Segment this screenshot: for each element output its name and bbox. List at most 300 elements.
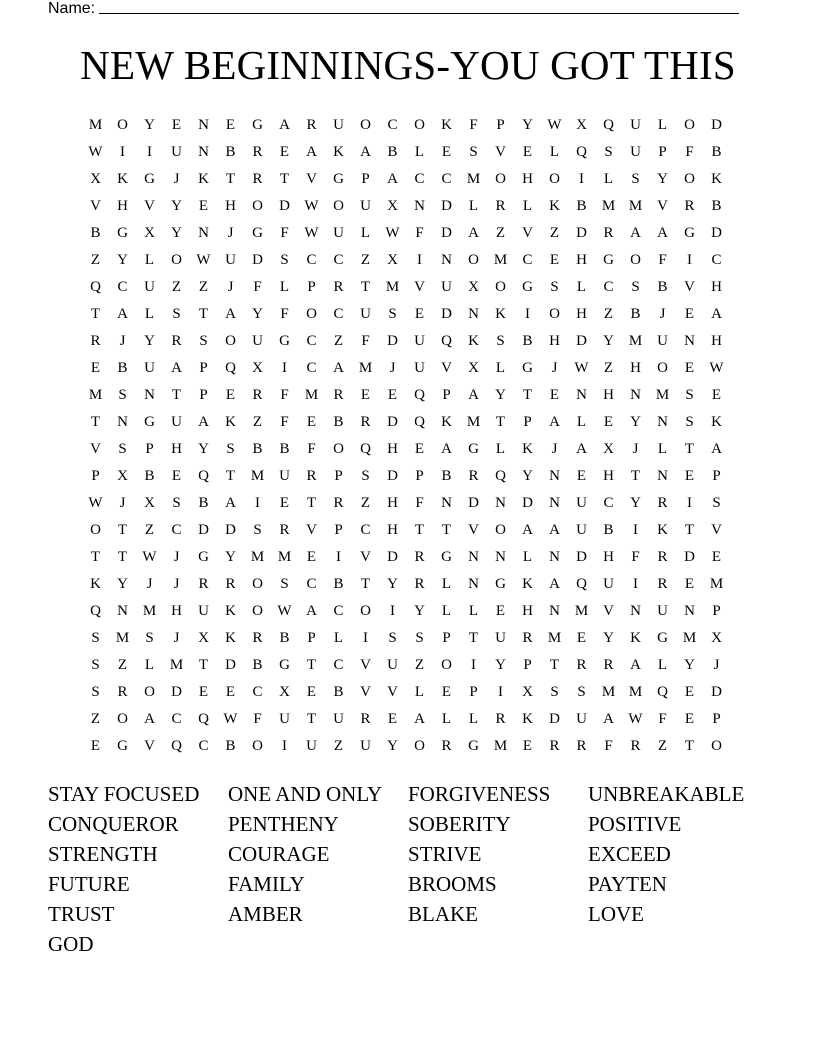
grid-letter: O xyxy=(468,252,479,268)
grid-letter: D xyxy=(387,549,398,565)
word-list-item: FUTURE xyxy=(48,872,130,896)
grid-letter: N xyxy=(198,225,209,241)
grid-letter: D xyxy=(468,495,479,511)
grid-letter: Y xyxy=(144,117,155,133)
grid-letter: S xyxy=(388,630,397,646)
grid-letter: S xyxy=(712,495,721,511)
grid-letter: B xyxy=(90,225,101,241)
grid-letter: U xyxy=(360,738,371,754)
grid-letter: E xyxy=(306,414,317,430)
grid-letter: G xyxy=(117,738,128,754)
grid-letter: O xyxy=(306,306,317,322)
grid-letter: E xyxy=(495,603,506,619)
grid-letter: K xyxy=(90,576,101,592)
grid-letter: W xyxy=(709,360,724,376)
grid-letter: R xyxy=(333,495,344,511)
grid-letter: R xyxy=(495,198,506,214)
grid-letter: X xyxy=(279,684,290,700)
grid-letter: R xyxy=(333,387,344,403)
grid-letter: O xyxy=(360,603,371,619)
grid-letter: A xyxy=(144,711,155,727)
grid-letter: L xyxy=(495,360,506,376)
grid-letter: U xyxy=(630,144,641,160)
word-list-item: EXCEED xyxy=(588,842,671,866)
grid-letter: A xyxy=(549,522,560,538)
grid-letter: R xyxy=(630,738,641,754)
grid-letter: M xyxy=(709,576,724,592)
grid-letter: R xyxy=(279,522,290,538)
grid-letter: A xyxy=(306,144,317,160)
grid-letter: U xyxy=(603,576,614,592)
grid-letter: O xyxy=(252,738,263,754)
grid-letter: J xyxy=(551,360,558,376)
grid-letter: S xyxy=(172,306,181,322)
grid-letter: H xyxy=(171,603,182,619)
grid-letter: D xyxy=(576,225,587,241)
grid-letter: D xyxy=(279,198,290,214)
grid-letter: R xyxy=(549,738,560,754)
grid-letter: S xyxy=(388,306,397,322)
grid-letter: D xyxy=(441,225,452,241)
grid-letter: Y xyxy=(198,441,209,457)
grid-letter: N xyxy=(684,603,695,619)
grid-letter: C xyxy=(252,684,263,700)
grid-letter: O xyxy=(252,576,263,592)
grid-letter: M xyxy=(628,198,643,214)
grid-letter: S xyxy=(226,441,235,457)
grid-letter: U xyxy=(171,144,182,160)
grid-letter: F xyxy=(658,711,667,727)
grid-letter: I xyxy=(498,684,503,700)
grid-letter: A xyxy=(225,495,236,511)
grid-letter: J xyxy=(389,360,396,376)
grid-letter: D xyxy=(441,198,452,214)
grid-row xyxy=(82,519,730,546)
grid-letter: A xyxy=(603,711,614,727)
grid-letter: R xyxy=(576,657,587,673)
grid-row xyxy=(82,330,730,357)
grid-letter: A xyxy=(468,225,479,241)
grid-letter: U xyxy=(144,360,155,376)
grid-letter: J xyxy=(173,549,180,565)
grid-letter: Z xyxy=(360,252,371,268)
grid-letter: M xyxy=(142,603,157,619)
grid-row xyxy=(82,600,730,627)
grid-letter: Y xyxy=(144,333,155,349)
grid-letter: T xyxy=(522,387,533,403)
grid-letter: E xyxy=(306,684,317,700)
grid-letter: G xyxy=(495,576,506,592)
grid-letter: G xyxy=(603,252,614,268)
grid-letter: F xyxy=(469,117,478,133)
grid-letter: K xyxy=(630,630,641,646)
grid-letter: V xyxy=(90,441,101,457)
grid-letter: M xyxy=(250,468,265,484)
word-list-item: COURAGE xyxy=(228,842,330,866)
word-list-item: STRENGTH xyxy=(48,842,158,866)
grid-letter: H xyxy=(522,171,533,187)
grid-letter: N xyxy=(198,144,209,160)
grid-letter: H xyxy=(576,306,587,322)
grid-letter: T xyxy=(171,387,182,403)
grid-letter: U xyxy=(387,657,398,673)
grid-letter: O xyxy=(549,171,560,187)
grid-letter: P xyxy=(442,630,451,646)
grid-letter: M xyxy=(682,630,697,646)
grid-row xyxy=(82,114,730,141)
grid-letter: A xyxy=(576,441,587,457)
grid-letter: C xyxy=(360,522,371,538)
grid-letter: A xyxy=(360,144,371,160)
grid-letter: M xyxy=(250,549,265,565)
grid-letter: N xyxy=(684,333,695,349)
grid-letter: U xyxy=(495,630,506,646)
grid-letter: N xyxy=(441,495,452,511)
grid-letter: W xyxy=(277,603,292,619)
grid-letter: L xyxy=(549,144,560,160)
grid-letter: E xyxy=(711,549,722,565)
grid-letter: A xyxy=(711,306,722,322)
grid-letter: T xyxy=(90,306,101,322)
grid-letter: J xyxy=(227,225,234,241)
grid-letter: W xyxy=(88,495,103,511)
grid-letter: B xyxy=(117,360,128,376)
grid-letter: S xyxy=(415,630,424,646)
grid-letter: I xyxy=(255,495,260,511)
grid-letter: E xyxy=(225,117,236,133)
grid-letter: N xyxy=(198,117,209,133)
grid-letter: B xyxy=(333,576,344,592)
grid-letter: T xyxy=(90,414,101,430)
grid-letter: E xyxy=(684,360,695,376)
grid-letter: Z xyxy=(198,279,209,295)
grid-letter: V xyxy=(360,657,371,673)
grid-letter: G xyxy=(144,171,155,187)
grid-letter: B xyxy=(279,441,290,457)
grid-letter: T xyxy=(684,441,695,457)
grid-letter: Q xyxy=(225,360,236,376)
grid-row xyxy=(82,168,730,195)
grid-letter: E xyxy=(414,306,425,322)
grid-letter: T xyxy=(225,171,236,187)
grid-letter: D xyxy=(225,522,236,538)
grid-letter: H xyxy=(630,360,641,376)
grid-row xyxy=(82,357,730,384)
grid-letter: V xyxy=(387,684,398,700)
grid-letter: J xyxy=(227,279,234,295)
grid-letter: R xyxy=(684,198,695,214)
grid-letter: E xyxy=(387,711,398,727)
grid-letter: R xyxy=(657,549,668,565)
grid-letter: G xyxy=(252,225,263,241)
grid-letter: E xyxy=(576,468,587,484)
grid-letter: P xyxy=(523,414,532,430)
grid-letter: S xyxy=(469,144,478,160)
grid-letter: T xyxy=(468,630,479,646)
grid-letter: O xyxy=(252,198,263,214)
grid-letter: L xyxy=(414,684,425,700)
grid-letter: W xyxy=(88,144,103,160)
grid-letter: J xyxy=(551,441,558,457)
grid-letter: M xyxy=(466,171,481,187)
grid-letter: U xyxy=(657,603,668,619)
grid-letter: Z xyxy=(333,333,344,349)
grid-letter: D xyxy=(711,684,722,700)
grid-letter: E xyxy=(549,252,560,268)
grid-letter: B xyxy=(333,684,344,700)
grid-letter: G xyxy=(468,441,479,457)
grid-letter: T xyxy=(117,522,128,538)
grid-letter: E xyxy=(306,549,317,565)
grid-letter: B xyxy=(387,144,398,160)
grid-row xyxy=(82,195,730,222)
grid-letter: R xyxy=(495,711,506,727)
grid-letter: X xyxy=(603,441,614,457)
grid-letter: C xyxy=(333,657,344,673)
grid-letter: T xyxy=(441,522,452,538)
grid-letter: S xyxy=(361,468,370,484)
word-list-item: ONE AND ONLY xyxy=(228,782,383,806)
grid-letter: V xyxy=(90,198,101,214)
grid-row xyxy=(82,249,730,276)
grid-letter: Y xyxy=(252,306,263,322)
grid-letter: A xyxy=(117,306,128,322)
grid-letter: Y xyxy=(171,198,182,214)
word-search-grid xyxy=(82,114,730,762)
grid-row xyxy=(82,735,730,762)
grid-letter: Y xyxy=(522,117,533,133)
grid-letter: Q xyxy=(414,414,425,430)
word-list-item: GOD xyxy=(48,932,94,956)
grid-letter: D xyxy=(522,495,533,511)
grid-letter: R xyxy=(603,657,614,673)
grid-letter: R xyxy=(657,495,668,511)
grid-letter: Q xyxy=(90,279,101,295)
grid-letter: O xyxy=(441,657,452,673)
grid-letter: L xyxy=(657,441,668,457)
grid-letter: J xyxy=(173,630,180,646)
grid-letter: U xyxy=(198,603,209,619)
grid-letter: U xyxy=(414,333,425,349)
grid-letter: I xyxy=(633,522,638,538)
grid-letter: E xyxy=(441,684,452,700)
grid-letter: E xyxy=(171,468,182,484)
grid-letter: O xyxy=(90,522,101,538)
grid-letter: C xyxy=(441,171,452,187)
grid-letter: H xyxy=(387,522,398,538)
grid-letter: S xyxy=(604,144,613,160)
grid-letter: J xyxy=(119,495,126,511)
grid-letter: X xyxy=(252,360,263,376)
word-list-item: CONQUEROR xyxy=(48,812,179,836)
grid-letter: V xyxy=(468,522,479,538)
grid-letter: L xyxy=(441,711,452,727)
grid-letter: V xyxy=(144,738,155,754)
grid-letter: E xyxy=(171,117,182,133)
grid-row xyxy=(82,708,730,735)
grid-letter: V xyxy=(306,171,317,187)
grid-letter: A xyxy=(306,603,317,619)
grid-letter: L xyxy=(657,657,668,673)
grid-letter: R xyxy=(603,225,614,241)
grid-letter: K xyxy=(198,171,209,187)
grid-letter: T xyxy=(495,414,506,430)
grid-letter: P xyxy=(91,468,100,484)
grid-letter: J xyxy=(173,171,180,187)
grid-letter: E xyxy=(441,144,452,160)
grid-letter: H xyxy=(603,549,614,565)
grid-letter: K xyxy=(522,711,533,727)
grid-letter: R xyxy=(468,468,479,484)
grid-letter: H xyxy=(711,279,722,295)
grid-letter: W xyxy=(142,549,157,565)
word-list-item: BLAKE xyxy=(408,902,478,926)
grid-letter: Z xyxy=(333,738,344,754)
grid-row xyxy=(82,276,730,303)
grid-letter: Q xyxy=(576,576,587,592)
grid-letter: C xyxy=(171,711,182,727)
grid-letter: X xyxy=(144,495,155,511)
grid-letter: E xyxy=(684,306,695,322)
grid-letter: G xyxy=(522,360,533,376)
grid-letter: S xyxy=(172,495,181,511)
grid-letter: G xyxy=(279,333,290,349)
grid-letter: W xyxy=(304,225,319,241)
grid-letter: K xyxy=(468,333,479,349)
grid-letter: L xyxy=(522,198,533,214)
word-list-item: PENTHENY xyxy=(228,812,339,836)
grid-letter: I xyxy=(390,603,395,619)
grid-letter: X xyxy=(711,630,722,646)
grid-letter: S xyxy=(118,387,127,403)
grid-row xyxy=(82,546,730,573)
grid-letter: M xyxy=(115,630,130,646)
grid-letter: U xyxy=(360,306,371,322)
grid-letter: T xyxy=(414,522,425,538)
grid-letter: C xyxy=(306,333,317,349)
grid-letter: C xyxy=(171,522,182,538)
grid-letter: Q xyxy=(657,684,668,700)
grid-letter: G xyxy=(441,549,452,565)
word-list-item: FAMILY xyxy=(228,872,305,896)
grid-letter: N xyxy=(468,549,479,565)
grid-letter: Q xyxy=(90,603,101,619)
grid-letter: E xyxy=(387,387,398,403)
grid-letter: N xyxy=(441,252,452,268)
grid-letter: F xyxy=(361,333,370,349)
grid-letter: L xyxy=(279,279,290,295)
grid-letter: I xyxy=(687,495,692,511)
grid-letter: E xyxy=(414,441,425,457)
grid-letter: M xyxy=(304,387,319,403)
grid-letter: S xyxy=(685,414,694,430)
grid-letter: M xyxy=(628,684,643,700)
grid-letter: N xyxy=(144,387,155,403)
grid-letter: G xyxy=(279,657,290,673)
grid-letter: G xyxy=(117,225,128,241)
grid-letter: X xyxy=(387,252,398,268)
grid-letter: S xyxy=(199,333,208,349)
name-field[interactable] xyxy=(48,0,739,18)
grid-letter: B xyxy=(711,198,722,214)
grid-letter: T xyxy=(360,576,371,592)
grid-letter: P xyxy=(361,171,370,187)
grid-letter: L xyxy=(441,603,452,619)
grid-letter: X xyxy=(117,468,128,484)
grid-letter: O xyxy=(711,738,722,754)
grid-letter: U xyxy=(360,198,371,214)
grid-letter: P xyxy=(334,522,343,538)
grid-letter: O xyxy=(333,198,344,214)
grid-letter: Y xyxy=(522,468,533,484)
grid-letter: A xyxy=(225,306,236,322)
grid-letter: Q xyxy=(414,387,425,403)
grid-letter: A xyxy=(711,441,722,457)
grid-letter: K xyxy=(711,414,722,430)
grid-letter: O xyxy=(495,522,506,538)
grid-letter: C xyxy=(306,576,317,592)
word-list-item: FORGIVENESS xyxy=(408,782,551,806)
grid-letter: L xyxy=(441,576,452,592)
grid-letter: X xyxy=(576,117,587,133)
grid-letter: Q xyxy=(495,468,506,484)
grid-letter: R xyxy=(360,711,371,727)
grid-letter: U xyxy=(306,738,317,754)
grid-letter: I xyxy=(282,738,287,754)
grid-letter: M xyxy=(574,603,589,619)
grid-letter: L xyxy=(576,279,587,295)
grid-letter: N xyxy=(549,468,560,484)
grid-row xyxy=(82,681,730,708)
grid-letter: H xyxy=(387,441,398,457)
grid-letter: W xyxy=(304,198,319,214)
grid-letter: B xyxy=(252,441,263,457)
grid-letter: O xyxy=(630,252,641,268)
grid-letter: U xyxy=(441,279,452,295)
grid-letter: O xyxy=(117,117,128,133)
grid-letter: S xyxy=(91,684,100,700)
grid-letter: C xyxy=(306,252,317,268)
grid-letter: D xyxy=(252,252,263,268)
grid-letter: U xyxy=(576,711,587,727)
grid-letter: O xyxy=(414,117,425,133)
grid-letter: G xyxy=(144,414,155,430)
grid-letter: U xyxy=(333,225,344,241)
grid-letter: A xyxy=(522,522,533,538)
grid-letter: M xyxy=(88,117,103,133)
grid-letter: S xyxy=(280,576,289,592)
grid-letter: Y xyxy=(414,603,425,619)
grid-letter: K xyxy=(549,198,560,214)
grid-letter: Y xyxy=(387,738,398,754)
grid-letter: K xyxy=(657,522,668,538)
grid-letter: Q xyxy=(198,711,209,727)
grid-letter: O xyxy=(360,117,371,133)
grid-letter: T xyxy=(684,522,695,538)
grid-letter: N xyxy=(630,387,641,403)
grid-letter: C xyxy=(603,495,614,511)
grid-letter: W xyxy=(547,117,562,133)
grid-letter: E xyxy=(198,198,209,214)
grid-letter: U xyxy=(144,279,155,295)
grid-letter: R xyxy=(414,576,425,592)
name-underline[interactable] xyxy=(99,0,739,14)
grid-letter: A xyxy=(630,225,641,241)
word-list-item: SOBERITY xyxy=(408,812,511,836)
grid-letter: P xyxy=(469,684,478,700)
grid-letter: M xyxy=(169,657,184,673)
grid-letter: R xyxy=(522,630,533,646)
